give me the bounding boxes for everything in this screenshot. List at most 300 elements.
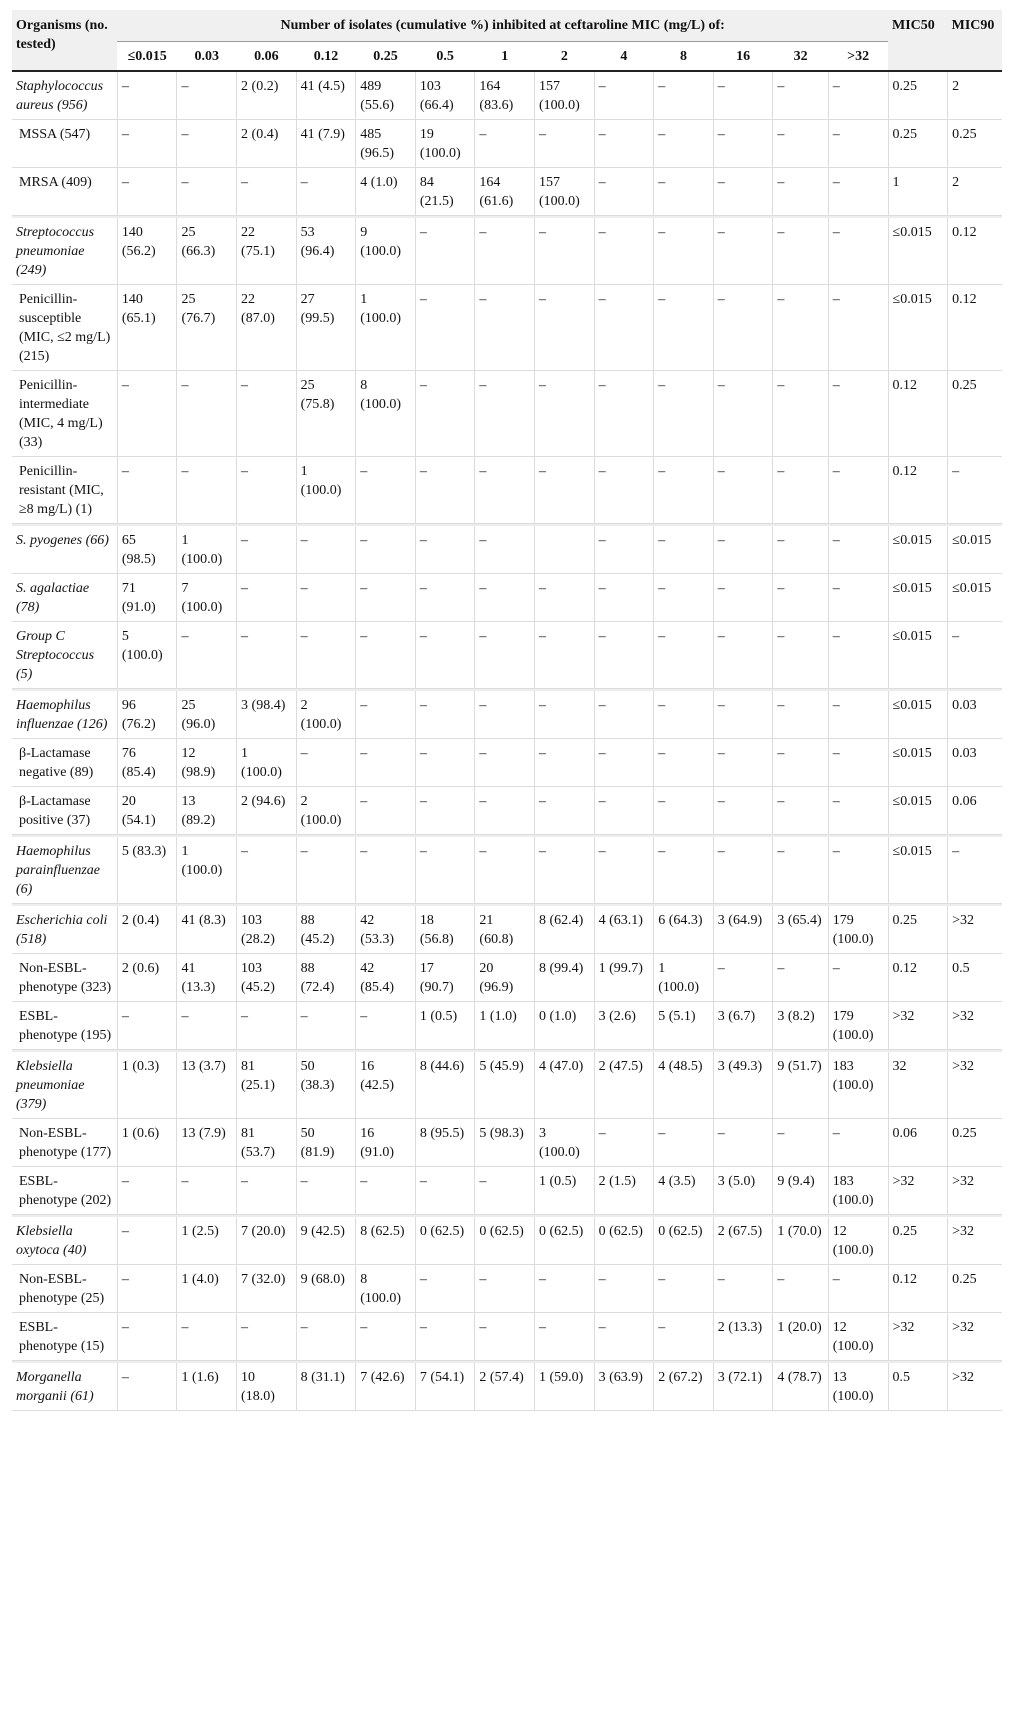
mic-column-header-row — [12, 42, 1002, 72]
mic90-value: 0.5 — [948, 954, 1002, 1002]
mic-count-cell: – — [356, 622, 416, 689]
mic90-value: ≤0.015 — [948, 574, 1002, 622]
organism-name: Haemophilus influenzae (126) — [12, 691, 117, 739]
mic-count-cell: – — [828, 526, 888, 574]
mic-count-cell: 179 (100.0) — [828, 1002, 888, 1050]
organism-name: β-Lactamase positive (37) — [12, 787, 117, 835]
mic-count-cell: – — [415, 691, 475, 739]
table-header — [12, 10, 1002, 71]
table-row — [12, 1052, 1002, 1119]
mic-count-cell: – — [237, 837, 297, 904]
mic-column-header: 8 — [654, 42, 714, 72]
ceftaroline-mic-table — [12, 10, 1002, 1411]
mic-count-cell: 6 (64.3) — [654, 906, 714, 954]
mic50-value: 0.25 — [888, 71, 948, 120]
mic-count-cell: – — [415, 285, 475, 371]
table-row — [12, 1265, 1002, 1313]
mic-count-cell: – — [475, 787, 535, 835]
mic-count-cell: 4 (47.0) — [535, 1052, 595, 1119]
mic-count-cell: – — [713, 457, 773, 524]
mic90-value: 2 — [948, 71, 1002, 120]
mic-count-cell: – — [475, 1167, 535, 1215]
mic-count-cell: – — [117, 371, 177, 457]
organism-name: Klebsiella pneumoniae (379) — [12, 1052, 117, 1119]
mic-count-cell: – — [713, 120, 773, 168]
mic-count-cell: – — [415, 1313, 475, 1361]
mic-count-cell: 103 (66.4) — [415, 71, 475, 120]
organism-name: Morganella morganii (61) — [12, 1363, 117, 1411]
mic-count-cell: – — [415, 787, 475, 835]
mic-count-cell: – — [177, 168, 237, 216]
mic-count-cell: – — [117, 71, 177, 120]
mic-count-cell: – — [654, 1265, 714, 1313]
mic90-value: ≤0.015 — [948, 526, 1002, 574]
mic-count-cell: – — [773, 837, 828, 904]
mic50-value: 0.25 — [888, 1217, 948, 1265]
mic-count-cell: 16 (42.5) — [356, 1052, 416, 1119]
mic-count-cell: 12 (100.0) — [828, 1313, 888, 1361]
mic-count-cell: 13 (89.2) — [177, 787, 237, 835]
mic-count-cell: 65 (98.5) — [117, 526, 177, 574]
mic-count-cell: 4 (3.5) — [654, 1167, 714, 1215]
mic50-value: ≤0.015 — [888, 691, 948, 739]
mic-count-cell: 8 (31.1) — [296, 1363, 356, 1411]
mic-count-cell: – — [475, 526, 535, 574]
mic-count-cell: 2 (67.5) — [713, 1217, 773, 1265]
mic-count-cell: 2 (100.0) — [296, 787, 356, 835]
mic-count-cell: – — [117, 120, 177, 168]
mic-count-cell: 16 (91.0) — [356, 1119, 416, 1167]
mic-count-cell: – — [535, 285, 595, 371]
mic-count-cell: 2 (1.5) — [594, 1167, 654, 1215]
mic-count-cell: 8 (44.6) — [415, 1052, 475, 1119]
mic-count-cell: 96 (76.2) — [117, 691, 177, 739]
mic-count-cell: – — [713, 739, 773, 787]
mic-count-cell: – — [594, 457, 654, 524]
mic50-value: ≤0.015 — [888, 837, 948, 904]
table-row — [12, 739, 1002, 787]
mic-count-cell: – — [594, 622, 654, 689]
mic-count-cell: – — [535, 218, 595, 285]
mic50-value: >32 — [888, 1002, 948, 1050]
mic-count-cell: – — [828, 71, 888, 120]
mic-count-cell: – — [296, 837, 356, 904]
mic90-value: – — [948, 457, 1002, 524]
organism-name: Klebsiella oxytoca (40) — [12, 1217, 117, 1265]
mic-count-cell: 164 (83.6) — [475, 71, 535, 120]
mic-count-cell: – — [237, 168, 297, 216]
mic-count-cell: – — [828, 1119, 888, 1167]
mic-count-cell: – — [828, 622, 888, 689]
mic-count-cell: – — [654, 622, 714, 689]
mic-count-cell: 41 (7.9) — [296, 120, 356, 168]
table-row — [12, 837, 1002, 904]
mic50-value: 0.12 — [888, 457, 948, 524]
mic90-value: >32 — [948, 1217, 1002, 1265]
table-row — [12, 1313, 1002, 1361]
mic-count-cell: – — [177, 457, 237, 524]
mic-count-cell: 8 (100.0) — [356, 371, 416, 457]
mic-count-cell: 1 (100.0) — [237, 739, 297, 787]
mic-count-cell: 84 (21.5) — [415, 168, 475, 216]
mic-count-cell: 25 (96.0) — [177, 691, 237, 739]
mic-count-cell: 10 (18.0) — [237, 1363, 297, 1411]
mic-count-cell: 157 (100.0) — [535, 71, 595, 120]
mic-count-cell: – — [828, 218, 888, 285]
mic-count-cell: – — [356, 1167, 416, 1215]
mic-count-cell: – — [828, 120, 888, 168]
mic-count-cell: – — [654, 837, 714, 904]
mic-count-cell: – — [415, 837, 475, 904]
mic-count-cell: 4 (1.0) — [356, 168, 416, 216]
mic-count-cell: – — [475, 837, 535, 904]
table-row — [12, 285, 1002, 371]
organism-name: Non-ESBL-phenotype (323) — [12, 954, 117, 1002]
mic-count-cell: 13 (7.9) — [177, 1119, 237, 1167]
mic-count-cell: – — [237, 574, 297, 622]
mic-count-cell: – — [356, 739, 416, 787]
mic90-value: 2 — [948, 168, 1002, 216]
mic-count-cell: 81 (53.7) — [237, 1119, 297, 1167]
mic50-value: 0.12 — [888, 371, 948, 457]
mic-count-cell: 19 (100.0) — [415, 120, 475, 168]
mic-column-header: ≤0.015 — [117, 42, 177, 72]
table-body — [12, 71, 1002, 1411]
mic-count-cell: 5 (5.1) — [654, 1002, 714, 1050]
mic-count-cell: – — [415, 371, 475, 457]
mic-count-cell: 0 (62.5) — [654, 1217, 714, 1265]
mic-count-cell: – — [356, 1313, 416, 1361]
mic-count-cell: – — [356, 787, 416, 835]
mic-count-cell: 9 (100.0) — [356, 218, 416, 285]
mic50-header: MIC50 — [888, 10, 948, 71]
mic-count-cell: 103 (28.2) — [237, 906, 297, 954]
mic-count-cell: – — [828, 1265, 888, 1313]
mic-count-cell: – — [594, 787, 654, 835]
mic90-value: 0.25 — [948, 1119, 1002, 1167]
mic-count-cell: – — [654, 787, 714, 835]
mic-count-cell: – — [828, 457, 888, 524]
mic-count-cell: – — [828, 787, 888, 835]
mic-count-cell: – — [535, 622, 595, 689]
mic-count-cell: – — [415, 1265, 475, 1313]
mic-count-cell: – — [296, 1313, 356, 1361]
mic-column-header: 32 — [773, 42, 828, 72]
mic-count-cell: – — [773, 285, 828, 371]
mic-count-cell: – — [177, 371, 237, 457]
mic-count-cell: 41 (4.5) — [296, 71, 356, 120]
mic-count-cell: – — [713, 371, 773, 457]
mic-count-cell: 1 (70.0) — [773, 1217, 828, 1265]
mic-count-cell: 3 (65.4) — [773, 906, 828, 954]
mic-count-cell: 81 (25.1) — [237, 1052, 297, 1119]
mic-count-cell: – — [654, 120, 714, 168]
organism-name: Streptococcus pneumoniae (249) — [12, 218, 117, 285]
mic-count-cell: – — [296, 622, 356, 689]
mic-column-header: >32 — [828, 42, 888, 72]
mic-count-cell: – — [773, 739, 828, 787]
mic-column-header: 0.12 — [296, 42, 356, 72]
mic-count-cell: – — [654, 1119, 714, 1167]
mic-count-cell: – — [654, 285, 714, 371]
mic-count-cell: – — [654, 71, 714, 120]
organism-name: Penicillin-resistant (MIC, ≥8 mg/L) (1) — [12, 457, 117, 524]
mic-count-cell: 485 (96.5) — [356, 120, 416, 168]
mic-count-cell: 8 (99.4) — [535, 954, 595, 1002]
mic-count-cell: – — [773, 168, 828, 216]
mic-count-cell: 50 (38.3) — [296, 1052, 356, 1119]
mic-count-cell: – — [828, 574, 888, 622]
mic-count-cell: 140 (65.1) — [117, 285, 177, 371]
mic-count-cell: – — [415, 457, 475, 524]
mic-count-cell: 76 (85.4) — [117, 739, 177, 787]
mic90-value: >32 — [948, 1052, 1002, 1119]
mic-count-cell: – — [415, 1167, 475, 1215]
table-row — [12, 457, 1002, 524]
mic-count-cell: – — [773, 787, 828, 835]
table-row — [12, 71, 1002, 120]
mic-count-cell: – — [713, 218, 773, 285]
mic-count-cell: – — [475, 120, 535, 168]
mic-count-cell: – — [117, 1002, 177, 1050]
organism-name: ESBL-phenotype (202) — [12, 1167, 117, 1215]
table-row — [12, 1119, 1002, 1167]
mic-count-cell: – — [415, 526, 475, 574]
mic-count-cell: 0 (62.5) — [594, 1217, 654, 1265]
table-row — [12, 526, 1002, 574]
mic-count-cell: – — [828, 837, 888, 904]
mic-count-cell: 9 (68.0) — [296, 1265, 356, 1313]
mic-count-cell: 5 (98.3) — [475, 1119, 535, 1167]
mic50-value: 0.12 — [888, 954, 948, 1002]
mic-count-cell: 1 (100.0) — [177, 837, 237, 904]
mic-count-cell: 4 (78.7) — [773, 1363, 828, 1411]
mic50-value: 0.25 — [888, 906, 948, 954]
mic-count-cell: 8 (95.5) — [415, 1119, 475, 1167]
mic50-value: ≤0.015 — [888, 574, 948, 622]
mic90-value: – — [948, 837, 1002, 904]
mic-count-cell: 27 (99.5) — [296, 285, 356, 371]
mic-count-cell: – — [356, 837, 416, 904]
mic-count-cell: 3 (63.9) — [594, 1363, 654, 1411]
mic-count-cell: 13 (100.0) — [828, 1363, 888, 1411]
organism-name: Penicillin-susceptible (MIC, ≤2 mg/L) (215) — [12, 285, 117, 371]
mic-count-cell: 5 (45.9) — [475, 1052, 535, 1119]
mic-column-header: 0.5 — [415, 42, 475, 72]
mic50-value: ≤0.015 — [888, 739, 948, 787]
mic-count-cell: 1 (1.0) — [475, 1002, 535, 1050]
mic-count-cell: 3 (5.0) — [713, 1167, 773, 1215]
mic-count-cell: – — [828, 371, 888, 457]
mic-count-cell: 17 (90.7) — [415, 954, 475, 1002]
mic-count-cell: 1 (0.6) — [117, 1119, 177, 1167]
mic-count-cell: 1 (100.0) — [296, 457, 356, 524]
mic90-value: 0.25 — [948, 120, 1002, 168]
mic-count-cell: 1 (0.5) — [415, 1002, 475, 1050]
mic-count-cell: 41 (8.3) — [177, 906, 237, 954]
mic-count-cell: – — [356, 1002, 416, 1050]
mic-count-cell: 7 (54.1) — [415, 1363, 475, 1411]
mic-count-cell: 13 (3.7) — [177, 1052, 237, 1119]
mic-count-cell: 88 (45.2) — [296, 906, 356, 954]
mic-count-cell: – — [594, 120, 654, 168]
mic-count-cell: 20 (54.1) — [117, 787, 177, 835]
mic-count-cell: – — [828, 285, 888, 371]
mic-count-cell: – — [237, 457, 297, 524]
mic-count-cell: – — [594, 71, 654, 120]
mic-count-cell: – — [177, 1313, 237, 1361]
mic-count-cell: 2 (0.2) — [237, 71, 297, 120]
mic-count-cell: – — [773, 1265, 828, 1313]
mic-count-cell: – — [594, 526, 654, 574]
mic50-value: ≤0.015 — [888, 285, 948, 371]
mic-count-cell: 53 (96.4) — [296, 218, 356, 285]
mic-count-cell: 1 (59.0) — [535, 1363, 595, 1411]
mic-count-cell: 3 (72.1) — [713, 1363, 773, 1411]
mic-count-cell: – — [117, 1313, 177, 1361]
mic90-value: >32 — [948, 1363, 1002, 1411]
mic-count-cell: – — [475, 739, 535, 787]
mic-count-cell: – — [475, 574, 535, 622]
organisms-header: Organisms (no. tested) — [12, 10, 117, 71]
mic-count-cell: – — [535, 371, 595, 457]
mic-count-cell: 1 (1.6) — [177, 1363, 237, 1411]
table-row — [12, 954, 1002, 1002]
table-row — [12, 622, 1002, 689]
mic-count-cell: – — [594, 837, 654, 904]
mic-count-cell: 1 (100.0) — [177, 526, 237, 574]
mic-count-cell: – — [713, 691, 773, 739]
mic90-value: >32 — [948, 1002, 1002, 1050]
organism-name: MRSA (409) — [12, 168, 117, 216]
mic50-value: 0.5 — [888, 1363, 948, 1411]
mic-count-cell: 2 (94.6) — [237, 787, 297, 835]
organism-name: Non-ESBL-phenotype (177) — [12, 1119, 117, 1167]
mic-count-cell: – — [773, 954, 828, 1002]
table-row — [12, 574, 1002, 622]
mic-count-cell: – — [117, 1217, 177, 1265]
mic-count-cell: – — [773, 691, 828, 739]
table-row — [12, 371, 1002, 457]
mic-count-cell: 3 (2.6) — [594, 1002, 654, 1050]
mic-count-cell: – — [475, 1313, 535, 1361]
mic-count-cell: – — [475, 622, 535, 689]
mic-count-cell: 25 (75.8) — [296, 371, 356, 457]
mic-count-cell: – — [773, 574, 828, 622]
mic-count-cell: – — [828, 691, 888, 739]
mic-count-cell: 164 (61.6) — [475, 168, 535, 216]
mic-count-cell: – — [773, 526, 828, 574]
mic-count-cell: – — [713, 1119, 773, 1167]
mic-count-cell: – — [713, 71, 773, 120]
table-row — [12, 906, 1002, 954]
mic-count-cell: 1 (0.5) — [535, 1167, 595, 1215]
mic-count-cell: – — [177, 1002, 237, 1050]
mic-column-header: 0.25 — [356, 42, 416, 72]
mic-count-cell: – — [828, 739, 888, 787]
mic-count-cell: – — [117, 1363, 177, 1411]
organism-name: S. agalactiae (78) — [12, 574, 117, 622]
organism-name: Escherichia coli (518) — [12, 906, 117, 954]
mic-count-cell: – — [415, 739, 475, 787]
mic-column-header: 0.03 — [177, 42, 237, 72]
mic50-value: 0.12 — [888, 1265, 948, 1313]
mic-count-cell: – — [828, 168, 888, 216]
mic-count-cell: – — [535, 739, 595, 787]
mic-count-cell: – — [713, 787, 773, 835]
mic-count-cell: – — [415, 218, 475, 285]
mic-count-cell: – — [237, 1167, 297, 1215]
mic-count-cell: – — [654, 168, 714, 216]
mic-count-cell: 5 (83.3) — [117, 837, 177, 904]
mic-count-cell: – — [713, 954, 773, 1002]
mic90-value: >32 — [948, 906, 1002, 954]
mic-count-cell: 1 (2.5) — [177, 1217, 237, 1265]
mic-count-cell: 2 (0.4) — [117, 906, 177, 954]
mic50-value: ≤0.015 — [888, 218, 948, 285]
mic-count-cell: 1 (100.0) — [654, 954, 714, 1002]
mic-count-cell: – — [415, 574, 475, 622]
mic-count-cell: – — [654, 691, 714, 739]
mic-count-cell: – — [535, 120, 595, 168]
mic90-value: >32 — [948, 1167, 1002, 1215]
mic-count-cell: – — [828, 954, 888, 1002]
mic-count-cell: 0 (62.5) — [535, 1217, 595, 1265]
mic90-value: 0.12 — [948, 285, 1002, 371]
mic-count-cell: 1 (4.0) — [177, 1265, 237, 1313]
mic90-value: >32 — [948, 1313, 1002, 1361]
mic-count-cell: – — [713, 622, 773, 689]
mic-count-cell: 7 (20.0) — [237, 1217, 297, 1265]
mic50-value: ≤0.015 — [888, 622, 948, 689]
mic-count-cell: 0 (1.0) — [535, 1002, 595, 1050]
mic90-header: MIC90 — [948, 10, 1002, 71]
mic-column-header: 2 — [535, 42, 595, 72]
mic-count-cell: 25 (76.7) — [177, 285, 237, 371]
mic-count-cell: – — [117, 168, 177, 216]
mic90-value: 0.03 — [948, 691, 1002, 739]
mic-count-cell: – — [535, 691, 595, 739]
mic-count-cell: 42 (85.4) — [356, 954, 416, 1002]
organism-name: Staphylococcus aureus (956) — [12, 71, 117, 120]
mic-count-cell: – — [713, 1265, 773, 1313]
mic-count-cell: – — [594, 1265, 654, 1313]
mic-count-cell: – — [356, 526, 416, 574]
mic90-value: 0.12 — [948, 218, 1002, 285]
mic-count-cell: – — [654, 1313, 714, 1361]
mic-count-cell: – — [475, 285, 535, 371]
mic90-value: 0.25 — [948, 1265, 1002, 1313]
mic90-value: 0.06 — [948, 787, 1002, 835]
mic-count-cell: – — [594, 1119, 654, 1167]
mic-count-cell: 2 (0.4) — [237, 120, 297, 168]
mic50-value: 1 — [888, 168, 948, 216]
mic-count-cell: – — [654, 457, 714, 524]
mic-count-cell: 157 (100.0) — [535, 168, 595, 216]
organism-name: ESBL-phenotype (15) — [12, 1313, 117, 1361]
mic-count-cell: – — [237, 622, 297, 689]
organism-name: Haemophilus parainfluenzae (6) — [12, 837, 117, 904]
mic-count-cell: 5 (100.0) — [117, 622, 177, 689]
mic-count-cell: – — [237, 526, 297, 574]
mic-count-cell: – — [594, 168, 654, 216]
mic-count-cell: – — [535, 837, 595, 904]
mic50-value: 32 — [888, 1052, 948, 1119]
mic-count-cell: 0 (62.5) — [475, 1217, 535, 1265]
mic-count-cell: 9 (42.5) — [296, 1217, 356, 1265]
organism-name: Penicillin-intermediate (MIC, 4 mg/L) (33) — [12, 371, 117, 457]
mic-count-cell: 7 (42.6) — [356, 1363, 416, 1411]
